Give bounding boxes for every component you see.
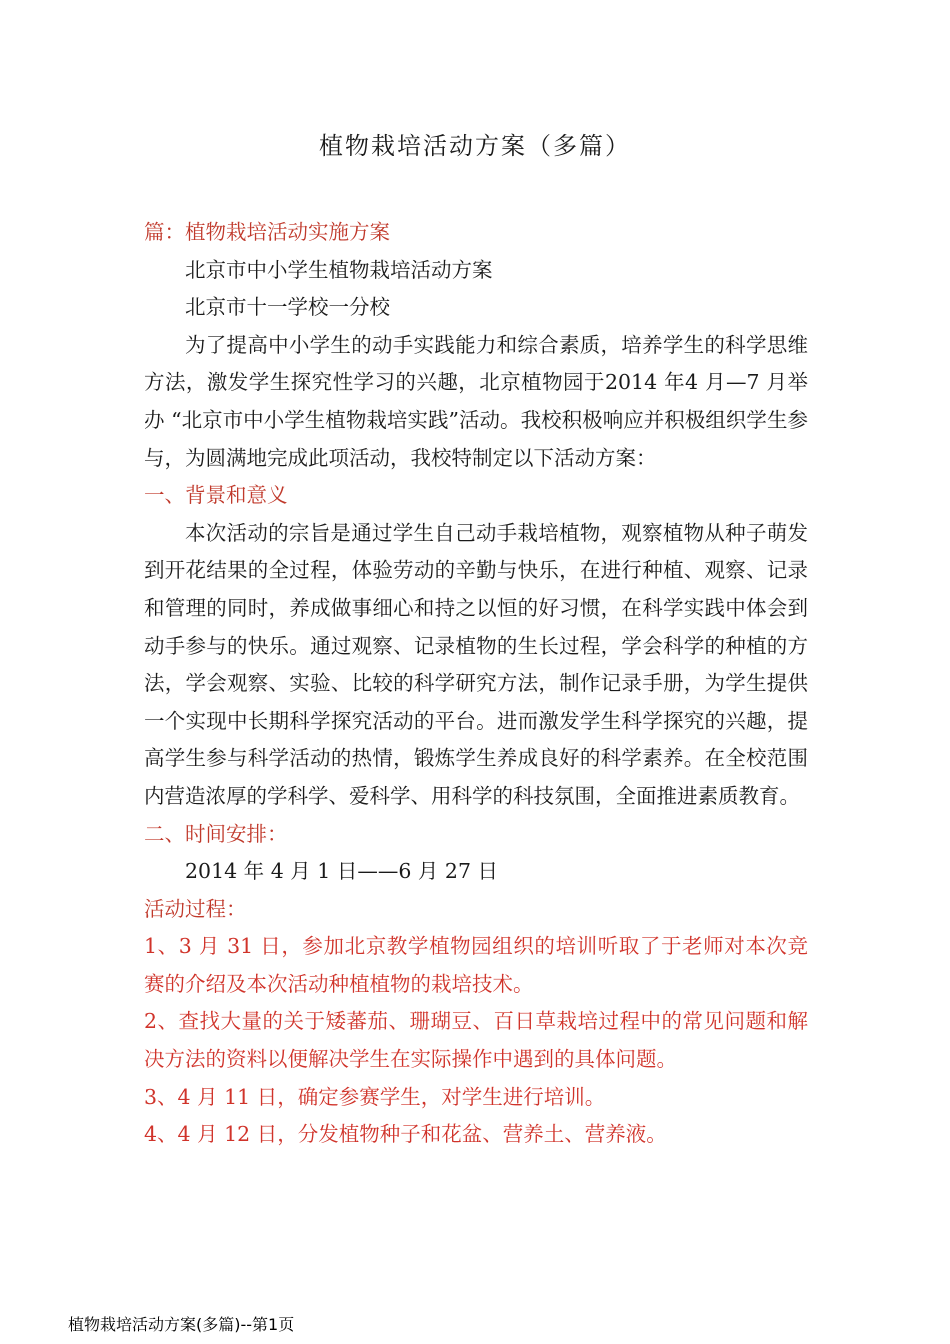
heading-process: 活动过程： (144, 896, 247, 921)
process-step-4: 4、4 月 12 日，分发植物种子和花盆、营养土、营养液。 (144, 1122, 667, 1147)
process-step-1: 1、3 月 31 日，参加北京教学植物园组织的培训听取了于老师对本次竞赛的介绍及本次活动种植植物的栽培技术。 (144, 934, 808, 996)
section-heading: 篇：植物栽培活动实施方案 (144, 220, 390, 244)
heading-background: 一、背景和意义 (144, 483, 288, 508)
schedule-dates: 2014 年 4 月 1 日——6 月 27 日 (185, 859, 499, 884)
background-paragraph: 本次活动的宗旨是通过学生自己动手栽培植物，观察植物从种子萌发到开花结果的全过程，体验劳动的辛勤与快乐，在进行种植、观察、记录和管理的同时，养成做事细心和持之以恒的好习惯，在科学实践中体会到动手参与的快乐。通过观察、记录植物的生长过程，学会科学的种植的方法，学会观察、实验、比较的科学研究方法，制作记录手册，为学生提供一个实现中长期科学探究活动的平台。进而激发学生科学探究的兴趣，提高学生参与科学活动的热情，锻炼学生养成良好的科学素养。在全校范围内营造浓厚的学科学、爱科学、用科学的科技氛围，全面推进素质教育。 (144, 520, 808, 808)
subtitle-plan-name: 北京市中小学生植物栽培活动方案 (185, 257, 493, 282)
page-footer: 植物栽培活动方案(多篇)--第1页 (68, 1315, 295, 1334)
page-title: 植物栽培活动方案（多篇） (319, 132, 631, 160)
process-step-2: 2、查找大量的关于矮蕃茄、珊瑚豆、百日草栽培过程中的常见问题和解决方法的资料以便解决学生在实际操作中遇到的具体问题。 (144, 1009, 808, 1072)
subtitle-school-name: 北京市十一学校一分校 (185, 295, 390, 320)
intro-paragraph: 为了提高中小学生的动手实践能力和综合素质，培养学生的科学思维方法，激发学生探究性学习的兴趣，北京植物园于2014 年4 月—7 月举办 “北京市中小学生植物栽培实践”活动。我校积极响应并积极组织学生参与，为圆满地完成此项活动，我校特制定以下活动方案： (144, 332, 808, 470)
document-body (144, 214, 808, 1154)
process-step-3: 3、4 月 11 日，确定参赛学生，对学生进行培训。 (144, 1084, 606, 1109)
heading-schedule: 二、时间安排： (144, 821, 288, 846)
